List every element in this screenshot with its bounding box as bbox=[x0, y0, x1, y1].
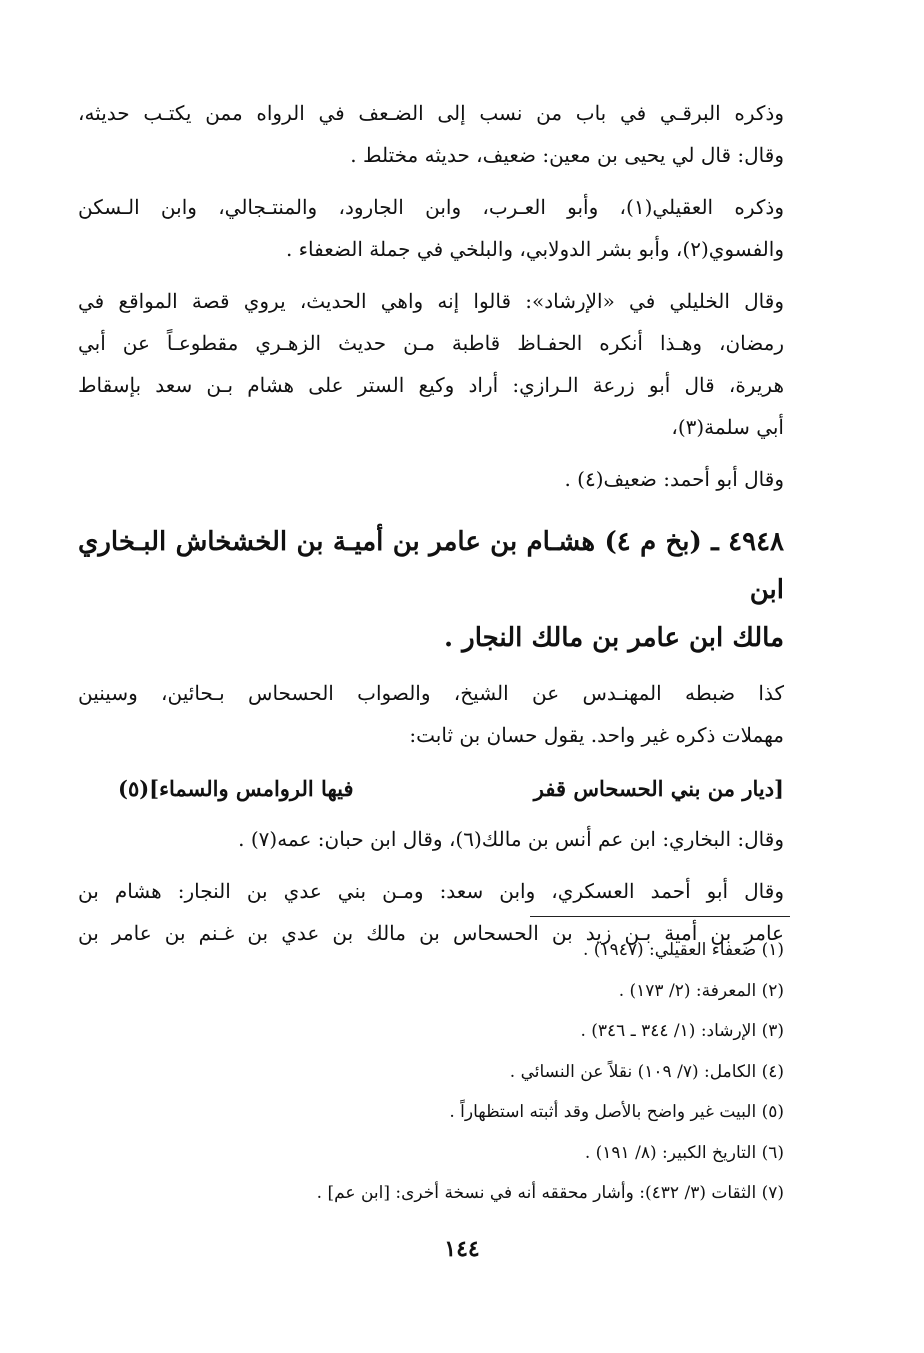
text-line: وقال: قال لي يحيى بن معين: ضعيف، حديثه مختلط . bbox=[350, 143, 784, 167]
entry-heading-4948 bbox=[78, 518, 784, 662]
footnote-2: (٢) المعرفة: (٢/ ١٧٣) . bbox=[618, 980, 784, 1001]
poetry-verse bbox=[78, 766, 784, 812]
text-line: كذا ضبطه المهنـدس عن الشيخ، والصواب الحسحاس بـحائين، وسينين bbox=[78, 681, 784, 705]
text-line: وقال أبو أحمد العسكري، وابن سعد: ومـن بني عدي بن النجار: هشام بن bbox=[78, 879, 784, 903]
text-line: والفسوي(٢)، وأبو بشر الدولابي، والبلخي في جملة الضعفاء . bbox=[285, 237, 784, 261]
footnotes bbox=[150, 930, 784, 1214]
footnote-4: (٤) الكامل: (٧/ ١٠٩) نقلاً عن النسائي . bbox=[509, 1061, 784, 1082]
verse-second-hemistich: فيها الروامس والسماء](٥) bbox=[118, 776, 354, 801]
paragraph-abu-ahmad bbox=[78, 458, 784, 500]
entry-line: مالك ابن عامر بن مالك النجار . bbox=[444, 623, 784, 653]
text-line: رمضان، وهـذا أنكره الحفـاظ قاطبة مـن حديث الزهـري مقطوعـاً عن أبي bbox=[78, 331, 784, 355]
page-number: ١٤٤ bbox=[444, 1236, 480, 1262]
text-line: وقال أبو أحمد: ضعيف(٤) . bbox=[564, 467, 784, 491]
main-text bbox=[78, 92, 784, 964]
footnote-7: (٧) الثقات (٣/ ٤٣٢): وأشار محققه أنه في نسخة أخرى: [ابن عم] . bbox=[316, 1183, 784, 1203]
paragraph-bukhari bbox=[78, 818, 784, 860]
footnote-3: (٣) الإرشاد: (١/ ٣٤٤ ـ ٣٤٦) . bbox=[580, 1021, 784, 1041]
verse-first-hemistich: [ديار من بني الحسحاس قفر bbox=[533, 776, 784, 801]
paragraph-barqi bbox=[78, 92, 784, 176]
paragraph-dabt bbox=[78, 672, 784, 756]
entry-line: ٤٩٤٨ ـ (بخ م ٤) هشـام بن عامر بن أميـة بن الخشخاش البـخاري ابن bbox=[78, 527, 784, 605]
paragraph-uqayli bbox=[78, 186, 784, 270]
footnote-1: (١) ضعفاء العقيلي: (١٩٤٧) . bbox=[582, 940, 784, 960]
text-line: عامر بن أمية بـن زيد بن الحسحاس بن مالك بن عدي بن غـنم بن عامر بن bbox=[78, 921, 784, 945]
footnote-separator bbox=[530, 916, 790, 917]
text-line: وقال الخليلي في «الإرشاد»: قالوا إنه واهي الحديث، يروي قصة المواقع في bbox=[78, 289, 784, 313]
text-line: أبي سلمة(٣)، bbox=[671, 415, 784, 439]
text-line: وذكره العقيلي(١)، وأبو العـرب، وابن الجارود، والمنتـجالي، وابن الـسكن bbox=[78, 195, 784, 219]
text-line: هريرة، قال أبو زرعة الـرازي: أراد وكيع الستر على هشام بـن سعد بإسقاط bbox=[78, 373, 784, 397]
text-line: مهملات ذكره غير واحد. يقول حسان بن ثابت: bbox=[409, 723, 784, 747]
footnote-5: (٥) البيت غير واضح بالأصل وقد أثبته استظهاراً . bbox=[449, 1102, 784, 1122]
paragraph-khalili bbox=[78, 280, 784, 448]
text-line: وقال: البخاري: ابن عم أنس بن مالك(٦)، وقال ابن حبان: عمه(٧) . bbox=[238, 827, 784, 851]
footnote-6: (٦) التاريخ الكبير: (٨/ ١٩١) . bbox=[584, 1142, 784, 1163]
text-line: وذكره البرقـي في باب من نسب إلى الضـعف في الرواه ممن يكتـب حديثه، bbox=[78, 101, 784, 125]
